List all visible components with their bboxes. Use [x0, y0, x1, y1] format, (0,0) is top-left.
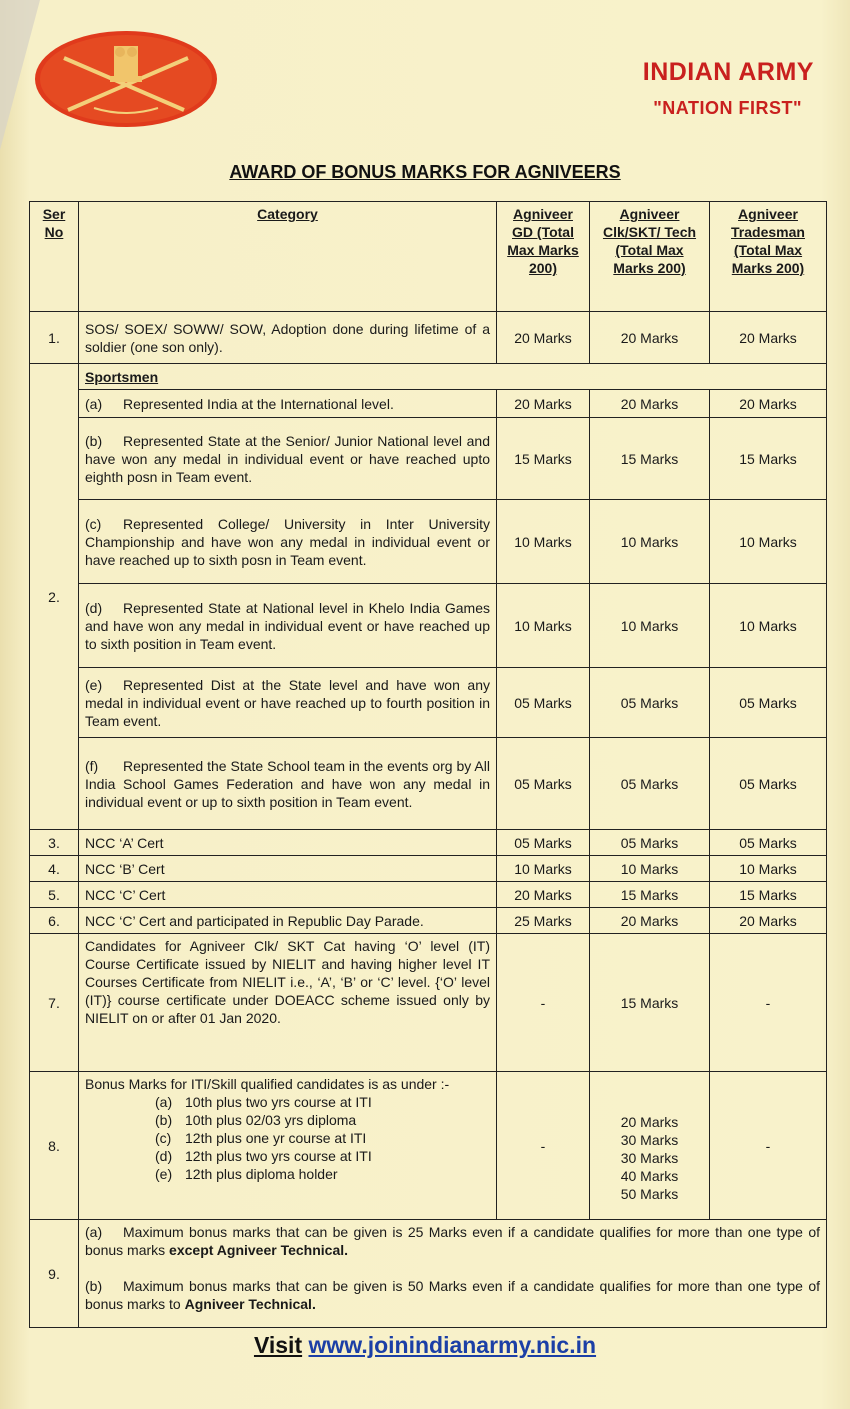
- table-row: [30, 934, 827, 1072]
- row-serial: 5.: [30, 882, 79, 908]
- table-row: [30, 668, 827, 738]
- marks-clk: 15 Marks: [590, 934, 710, 1072]
- table-row: [30, 856, 827, 882]
- marks-clk: 10 Marks: [590, 856, 710, 882]
- note-b: [85, 1277, 820, 1313]
- row-serial: 7.: [30, 934, 79, 1072]
- row-category: [79, 668, 497, 738]
- marks-tradesman: 10 Marks: [710, 856, 827, 882]
- table-row: [30, 1220, 827, 1328]
- marks-tradesman: 10 Marks: [710, 500, 827, 584]
- marks-gd: 10 Marks: [497, 500, 590, 584]
- item-text: 12th plus two yrs course at ITI: [185, 1148, 372, 1164]
- item-text: 12th plus one yr course at ITI: [185, 1130, 367, 1146]
- marks-tradesman: -: [710, 1072, 827, 1220]
- sub-letter: (c): [85, 515, 102, 532]
- marks-tradesman: 10 Marks: [710, 584, 827, 668]
- marks-clk: 20 Marks: [590, 908, 710, 934]
- header-category: Category: [79, 202, 497, 312]
- visit-label: Visit: [253, 1332, 303, 1358]
- marks-tradesman: 20 Marks: [710, 312, 827, 364]
- iti-marks: 50 Marks: [620, 1186, 679, 1202]
- note-text: Maximum bonus marks that can be given is 50 Marks even if a candidate qualifies for more than one type of bonus marks to: [85, 1278, 820, 1312]
- row-serial: 6.: [30, 908, 79, 934]
- note-letter: (a): [85, 1224, 103, 1240]
- marks-tradesman: 15 Marks: [710, 882, 827, 908]
- iti-intro: Bonus Marks for ITI/Skill qualified candidates is as under :-: [85, 1076, 450, 1092]
- marks-tradesman: 15 Marks: [710, 418, 827, 500]
- marks-tradesman: 05 Marks: [710, 738, 827, 830]
- indian-army-emblem-icon: [34, 30, 218, 128]
- note-emphasis: except Agniveer Technical.: [169, 1242, 349, 1258]
- marks-clk: 05 Marks: [590, 830, 710, 856]
- header-agniveer-gd: Agniveer GD (Total Max Marks 200): [497, 202, 590, 312]
- note-a: [85, 1223, 820, 1259]
- marks-tradesman: 05 Marks: [710, 668, 827, 738]
- item-letter: (d): [155, 1148, 173, 1164]
- item-letter: (e): [155, 1166, 173, 1182]
- table-row: [30, 312, 827, 364]
- marks-tradesman: 20 Marks: [710, 390, 827, 418]
- note-text: Maximum bonus marks that can be given is 25 Marks even if a candidate qualifies for more than one type of bonus marks: [85, 1224, 820, 1258]
- sub-text: Represented the State School team in the events org by All India School Games Federation and have won any medal in individual event or up to sixth position in Team event.: [85, 757, 490, 810]
- marks-gd: 05 Marks: [497, 830, 590, 856]
- row-serial: 8.: [30, 1072, 79, 1220]
- marks-tradesman: 05 Marks: [710, 830, 827, 856]
- marks-clk: 10 Marks: [590, 584, 710, 668]
- sub-text: Represented State at National level in Khelo India Games and have won any medal in individual event or have reached up to sixth position in Team event.: [85, 599, 490, 652]
- marks-gd: -: [497, 1072, 590, 1220]
- sub-text: Represented State at the Senior/ Junior National level and have won any medal in individual event or have reached upto eighth posn in Team event.: [85, 432, 490, 485]
- marks-clk: [590, 1072, 710, 1220]
- table-row: [30, 908, 827, 934]
- sub-letter: (f): [85, 757, 99, 774]
- marks-gd: 05 Marks: [497, 738, 590, 830]
- item-text: 12th plus diploma holder: [185, 1166, 338, 1182]
- row-category: NCC ‘C’ Cert: [79, 882, 497, 908]
- table-row: [30, 390, 827, 418]
- marks-tradesman: 20 Marks: [710, 908, 827, 934]
- section-heading: [79, 364, 827, 390]
- org-title: INDIAN ARMY: [642, 58, 814, 86]
- marks-tradesman: -: [710, 934, 827, 1072]
- row-category: NCC ‘A’ Cert: [79, 830, 497, 856]
- row-serial: 3.: [30, 830, 79, 856]
- row-category: [79, 500, 497, 584]
- list-item: [155, 1093, 490, 1111]
- header-ser-no: Ser No: [30, 202, 79, 312]
- header-agniveer-clk: Agniveer Clk/SKT/ Tech (Total Max Marks 200): [590, 202, 710, 312]
- table-row: [30, 584, 827, 668]
- sub-letter: (a): [85, 395, 103, 412]
- marks-clk: 10 Marks: [590, 500, 710, 584]
- marks-gd: 25 Marks: [497, 908, 590, 934]
- row-category: [79, 418, 497, 500]
- marks-gd: 20 Marks: [497, 882, 590, 908]
- marks-gd: -: [497, 934, 590, 1072]
- table-row: [30, 738, 827, 830]
- marks-clk: 15 Marks: [590, 418, 710, 500]
- table-row: [30, 364, 827, 390]
- bonus-marks-table: [29, 201, 827, 1328]
- sub-text: Represented College/ University in Inter University Championship and have won any medal in individual event or have reached up to sixth posn in Team event.: [85, 515, 490, 568]
- item-text: 10th plus two yrs course at ITI: [185, 1094, 372, 1110]
- item-text: 10th plus 02/03 yrs diploma: [185, 1112, 357, 1128]
- table-row: [30, 500, 827, 584]
- marks-clk: 20 Marks: [590, 390, 710, 418]
- list-item: [155, 1111, 490, 1129]
- row-serial: 1.: [30, 312, 79, 364]
- iti-marks: 30 Marks: [620, 1132, 679, 1148]
- row-serial: 2.: [30, 364, 79, 830]
- item-letter: (c): [155, 1130, 172, 1146]
- iti-marks: 30 Marks: [620, 1150, 679, 1166]
- iti-marks: 20 Marks: [620, 1114, 679, 1130]
- table-row: [30, 1072, 827, 1220]
- row-category: NCC ‘C’ Cert and participated in Republic Day Parade.: [79, 908, 497, 934]
- row-category: NCC ‘B’ Cert: [79, 856, 497, 882]
- iti-list: [155, 1093, 490, 1183]
- row-serial: 4.: [30, 856, 79, 882]
- note-emphasis: Agniveer Technical.: [184, 1296, 316, 1312]
- max-marks-note: [79, 1220, 827, 1328]
- sub-letter: (e): [85, 676, 103, 693]
- header-agniveer-tradesman: Agniveer Tradesman (Total Max Marks 200): [710, 202, 827, 312]
- row-category: SOS/ SOEX/ SOWW/ SOW, Adoption done during lifetime of a soldier (one son only).: [79, 312, 497, 364]
- sub-text: Represented India at the International level.: [123, 395, 394, 412]
- marks-gd: 20 Marks: [497, 390, 590, 418]
- item-letter: (a): [155, 1094, 173, 1110]
- row-category: [79, 390, 497, 418]
- website-link[interactable]: www.joinindianarmy.nic.in: [308, 1332, 597, 1358]
- marks-gd: 10 Marks: [497, 856, 590, 882]
- row-serial: 9.: [30, 1220, 79, 1328]
- sportsmen-heading: Sportsmen: [85, 368, 159, 385]
- marks-clk: 20 Marks: [590, 312, 710, 364]
- row-category: [79, 1072, 497, 1220]
- table-row: [30, 830, 827, 856]
- marks-gd: 10 Marks: [497, 584, 590, 668]
- table-header-row: [30, 202, 827, 312]
- list-item: [155, 1147, 490, 1165]
- marks-gd: 05 Marks: [497, 668, 590, 738]
- marks-gd: 20 Marks: [497, 312, 590, 364]
- table-row: [30, 882, 827, 908]
- marks-clk: 05 Marks: [590, 668, 710, 738]
- marks-clk: 15 Marks: [590, 882, 710, 908]
- footer: [0, 1332, 850, 1359]
- sub-text: Represented Dist at the State level and have won any medal in individual event or have reached up to fourth position in Team event.: [85, 676, 490, 729]
- row-category: Candidates for Agniveer Clk/ SKT Cat having ‘O’ level (IT) Course Certificate issued by NIELIT and having higher level IT Courses Certificate from NIELIT i.e., ‘A’, ‘B’ or ‘C’ level. {‘O’ level (IT)} course certificate under DOEACC scheme issued only by NIELIT on or after 01 Jan 2020.: [79, 934, 497, 1072]
- row-category: [79, 584, 497, 668]
- row-category: [79, 738, 497, 830]
- sub-letter: (b): [85, 432, 103, 449]
- document-title: AWARD OF BONUS MARKS FOR AGNIVEERS: [229, 162, 621, 182]
- marks-gd: 15 Marks: [497, 418, 590, 500]
- list-item: [155, 1165, 490, 1183]
- iti-marks: 40 Marks: [620, 1168, 679, 1184]
- list-item: [155, 1129, 490, 1147]
- org-motto: "NATION FIRST": [653, 98, 802, 118]
- item-letter: (b): [155, 1112, 173, 1128]
- note-letter: (b): [85, 1278, 103, 1294]
- sub-letter: (d): [85, 599, 103, 616]
- table-row: [30, 418, 827, 500]
- marks-clk: 05 Marks: [590, 738, 710, 830]
